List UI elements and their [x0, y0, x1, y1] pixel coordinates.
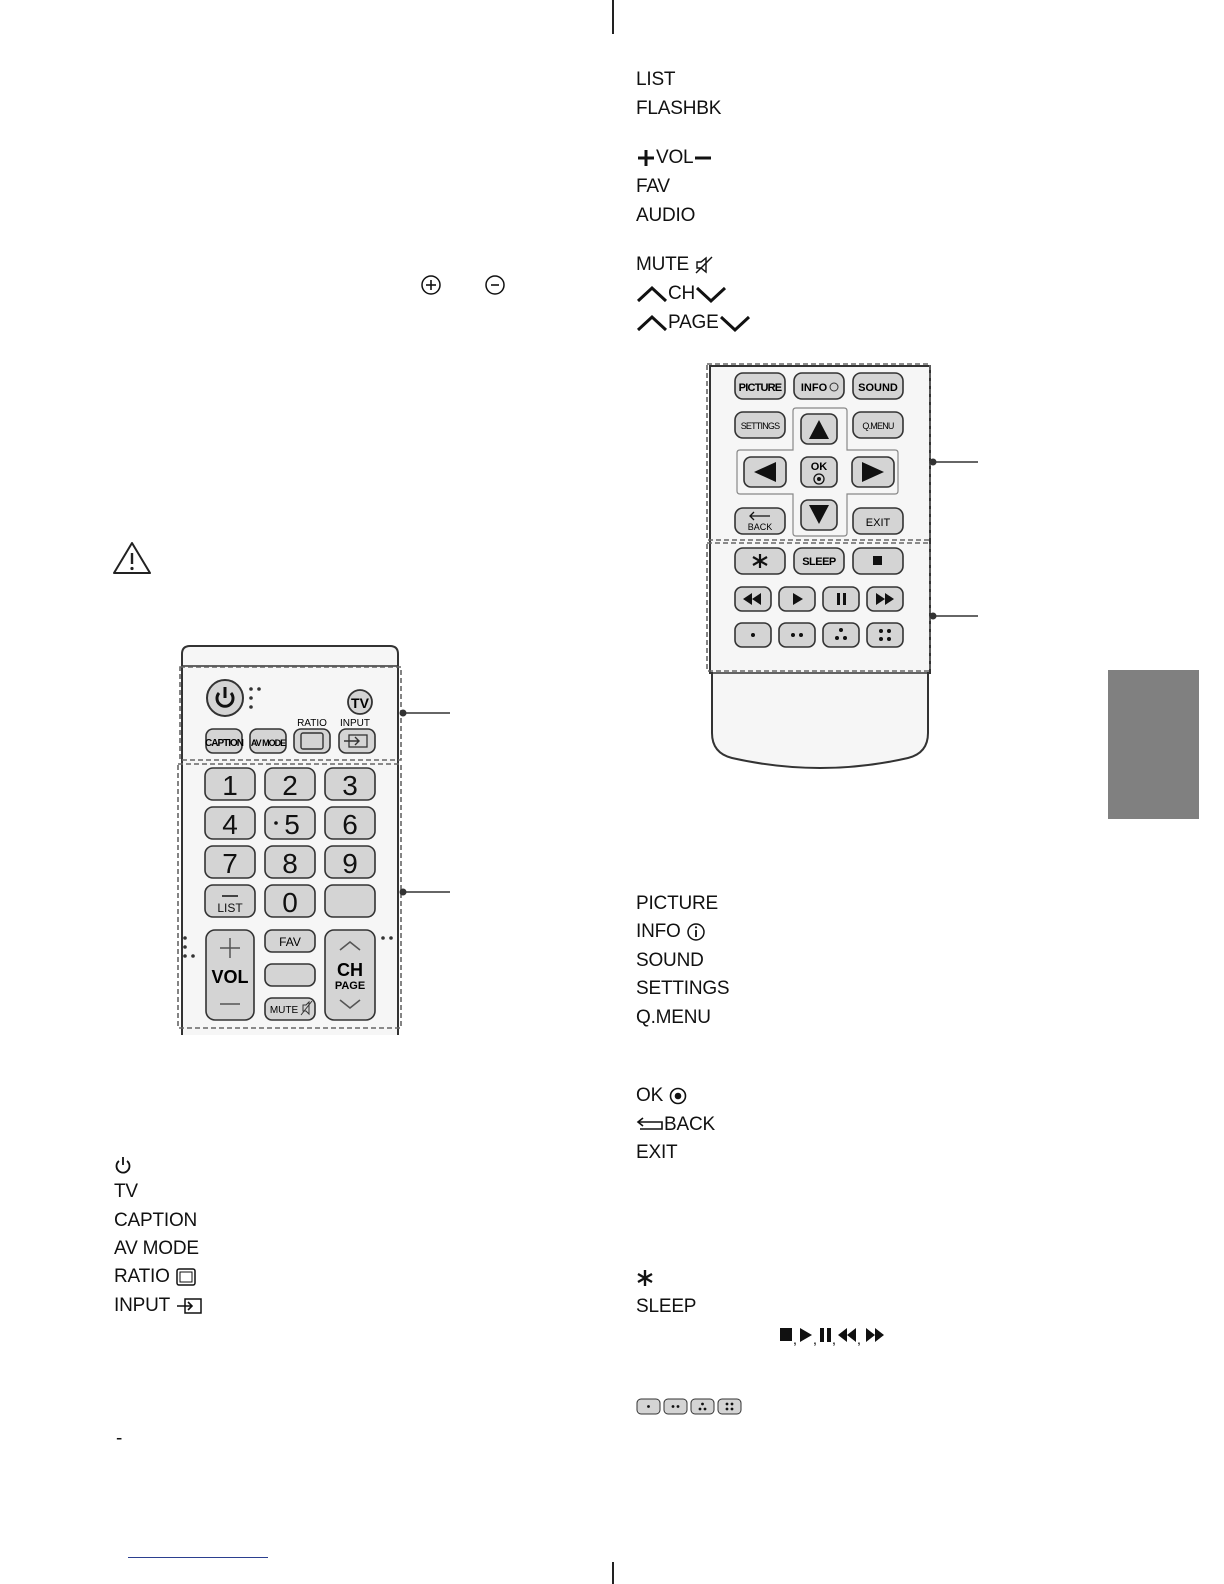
label-info: INFO — [636, 921, 681, 942]
info-icon — [686, 922, 706, 942]
key-3: 3 — [342, 770, 358, 801]
key-6: 6 — [342, 809, 358, 840]
label-av-mode: AV MODE — [114, 1238, 199, 1259]
label-settings: SETTINGS — [636, 978, 730, 999]
label-list: LIST — [636, 69, 676, 90]
plus-circle-icon — [420, 274, 442, 296]
key-5: 5 — [284, 809, 300, 840]
input-icon — [175, 1297, 203, 1315]
remote-top-illustration — [170, 640, 460, 1035]
star-icon — [636, 1268, 654, 1288]
remote-ch-label: CH — [337, 960, 363, 980]
remote-picture-label: PICTURE — [738, 382, 782, 394]
fast-forward-icon — [866, 1328, 884, 1342]
remote-tv-label: TV — [351, 695, 369, 711]
label-fav: FAV — [636, 176, 670, 197]
key-0: 0 — [282, 887, 298, 918]
label-caption: CAPTION — [114, 1210, 198, 1231]
label-flashbk: FLASHBK — [636, 98, 722, 119]
label-back-row — [636, 1114, 715, 1136]
footer-rule — [128, 1557, 268, 1558]
caution-icon — [112, 541, 152, 575]
minus-icon — [693, 148, 713, 168]
label-ok-row — [636, 1085, 688, 1107]
label-vol: VOL — [656, 147, 694, 168]
svg-text:,: , — [832, 1331, 836, 1346]
label-dash: - — [116, 1428, 123, 1449]
power-icon — [114, 1155, 132, 1175]
label-picture: PICTURE — [636, 893, 718, 914]
label-page: PAGE — [668, 312, 719, 333]
remote-exit-label: EXIT — [865, 517, 891, 529]
minus-circle-icon — [484, 274, 506, 296]
label-back: BACK — [664, 1114, 715, 1135]
svg-text:,: , — [857, 1331, 861, 1346]
chevron-up-icon — [636, 313, 668, 333]
label-sound: SOUND — [636, 950, 704, 971]
label-vol-row — [636, 147, 713, 169]
remote-caption-label: CAPTION — [205, 738, 243, 749]
key-1: 1 — [222, 770, 238, 801]
remote-ratio-label: RATIO — [297, 718, 327, 729]
key-9: 9 — [342, 848, 358, 879]
remote-page-label: PAGE — [334, 980, 366, 992]
remote-settings-label: SETTINGS — [740, 421, 780, 431]
key-7: 7 — [222, 848, 238, 879]
label-exit: EXIT — [636, 1142, 678, 1163]
remote-fav-label: FAV — [279, 935, 301, 949]
label-qmenu: Q.MENU — [636, 1007, 711, 1028]
power-icon — [207, 680, 243, 716]
remote-back-label: BACK — [747, 522, 773, 532]
label-ratio-row — [114, 1266, 197, 1288]
crop-mark-bottom — [612, 1562, 614, 1584]
label-page-row — [636, 312, 751, 334]
section-tab — [1108, 670, 1199, 819]
label-sleep: SLEEP — [636, 1296, 697, 1317]
crop-mark-top — [612, 0, 614, 34]
svg-text:,: , — [793, 1331, 797, 1346]
ok-icon — [668, 1086, 688, 1106]
remote-bottom-illustration — [700, 358, 990, 770]
label-audio: AUDIO — [636, 205, 696, 226]
remote-ok-label: OK — [810, 461, 828, 473]
chevron-down-icon — [719, 313, 751, 333]
color-keys-icon — [636, 1397, 742, 1417]
label-ch: CH — [668, 283, 696, 304]
play-icon — [800, 1328, 812, 1342]
remote-vol-label: VOL — [211, 967, 249, 987]
label-ok: OK — [636, 1085, 664, 1106]
remote-qmenu-label: Q.MENU — [862, 421, 894, 431]
key-list: LIST — [217, 901, 243, 915]
key-4: 4 — [222, 809, 238, 840]
mute-icon — [694, 255, 714, 275]
remote-avmode-label: AV MODE — [250, 738, 286, 748]
stop-icon — [780, 1328, 792, 1341]
rewind-icon — [838, 1328, 856, 1342]
label-info-row — [636, 921, 706, 943]
label-ratio: RATIO — [114, 1266, 170, 1287]
ratio-icon — [175, 1268, 197, 1286]
playback-icons — [778, 1324, 892, 1346]
back-arrow-icon — [636, 1116, 664, 1134]
label-ch-row — [636, 283, 727, 305]
pause-icon — [820, 1328, 831, 1342]
remote-input-label: INPUT — [340, 718, 370, 729]
remote-mute-label: MUTE — [269, 1005, 299, 1016]
label-mute: MUTE — [636, 254, 690, 275]
label-tv: TV — [114, 1181, 138, 1202]
remote-sleep-label: SLEEP — [802, 556, 836, 568]
chevron-up-icon — [636, 284, 668, 304]
label-input-row — [114, 1295, 203, 1317]
remote-info-label: INFO — [800, 382, 828, 394]
label-mute-row — [636, 254, 714, 276]
plus-icon — [636, 148, 656, 168]
key-2: 2 — [282, 770, 298, 801]
key-8: 8 — [282, 848, 298, 879]
svg-text:,: , — [813, 1331, 817, 1346]
label-input: INPUT — [114, 1295, 170, 1316]
remote-sound-label: SOUND — [858, 382, 898, 394]
chevron-down-icon — [695, 284, 727, 304]
